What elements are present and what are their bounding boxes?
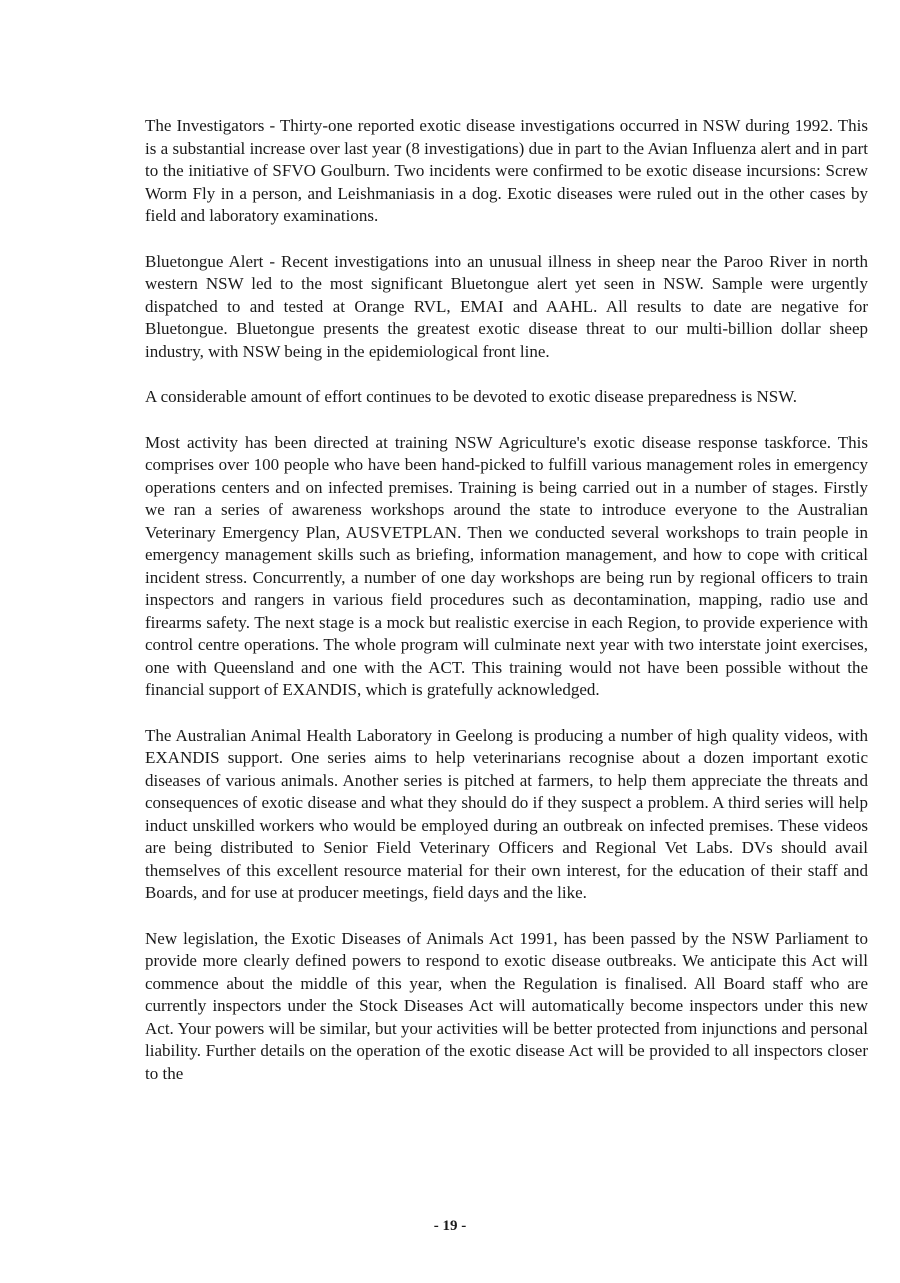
paragraph-videos: The Australian Animal Health Laboratory in Geelong is producing a number of high quality videos, with EXANDIS support. One series aims to help veterinarians recognise about a dozen important exotic diseases of various animals. Another series is pitched at farmers, to help them appreciate the threats and consequences of exotic disease and what they should do if they suspect a problem. A third series will help induct unskilled workers who would be employed during an outbreak on infected premises. These videos are being distributed to Senior Field Veterinary Officers and Regional Vet Labs. DVs should avail themselves of this excellent resource material for their own interest, for the education of their staff and Boards, and for use at producer meetings, field days and the like.	[145, 725, 868, 902]
document-body	[145, 115, 868, 1108]
paragraph-training: Most activity has been directed at training NSW Agriculture's exotic disease response taskforce. This comprises over 100 people who have been hand-picked to fulfill various management roles in emergency operations centers and on infected premises. Training is being carried out in a number of stages. Firstly we ran a series of awareness workshops around the state to introduce everyone to the Australian Veterinary Emergency Plan, AUSVETPLAN. Then we conducted several workshops to train people in emergency management skills such as briefing, information management, and how to cope with critical incident stress. Concurrently, a number of one day workshops are being run by regional officers to train inspectors and rangers in various field procedures such as decontamination, mapping, radio use and firearms safety. The next stage is a mock but realistic exercise in each Region, to provide experience with control centre operations. The whole program will culminate next year with two interstate joint exercises, one with Queensland and one with the ACT. This training would not have been possible without the financial support of EXANDIS, which is gratefully acknowledged.	[145, 432, 868, 699]
paragraph-legislation: New legislation, the Exotic Diseases of Animals Act 1991, has been passed by the NSW Parliament to provide more clearly defined powers to respond to exotic disease outbreaks. We anticipate this Act will commence about the middle of this year, when the Regulation is finalised. All Board staff who are currently inspectors under the Stock Diseases Act will automatically become inspectors under this new Act. Your powers will be similar, but your activities will be better protected from injunctions and personal liability. Further details on the operation of the exotic disease Act will be provided to all inspectors closer to the	[145, 928, 868, 1083]
paragraph-preparedness: A considerable amount of effort continues to be devoted to exotic disease preparedness is NSW.	[145, 387, 797, 406]
page-number: - 19 -	[433, 1218, 467, 1234]
paragraph-bluetongue-alert: Bluetongue Alert - Recent investigations into an unusual illness in sheep near the Paroo River in north western NSW led to the most significant Bluetongue alert yet seen in NSW. Sample were urgently dispatched to and tested at Orange RVL, EMAI and AAHL. All results to date are negative for Bluetongue. Bluetongue presents the greatest exotic disease threat to our multi-billion dollar sheep industry, with NSW being in the epidemiological front line.	[145, 251, 868, 361]
paragraph-investigators: The Investigators - Thirty-one reported exotic disease investigations occurred in NSW during 1992. This is a substantial increase over last year (8 investigations) due in part to the Avian Influenza alert and in part to the initiative of SFVO Goulburn. Two incidents were confirmed to be exotic disease incursions: Screw Worm Fly in a person, and Leishmaniasis in a dog. Exotic diseases were ruled out in the other cases by field and laboratory examinations.	[145, 116, 868, 225]
